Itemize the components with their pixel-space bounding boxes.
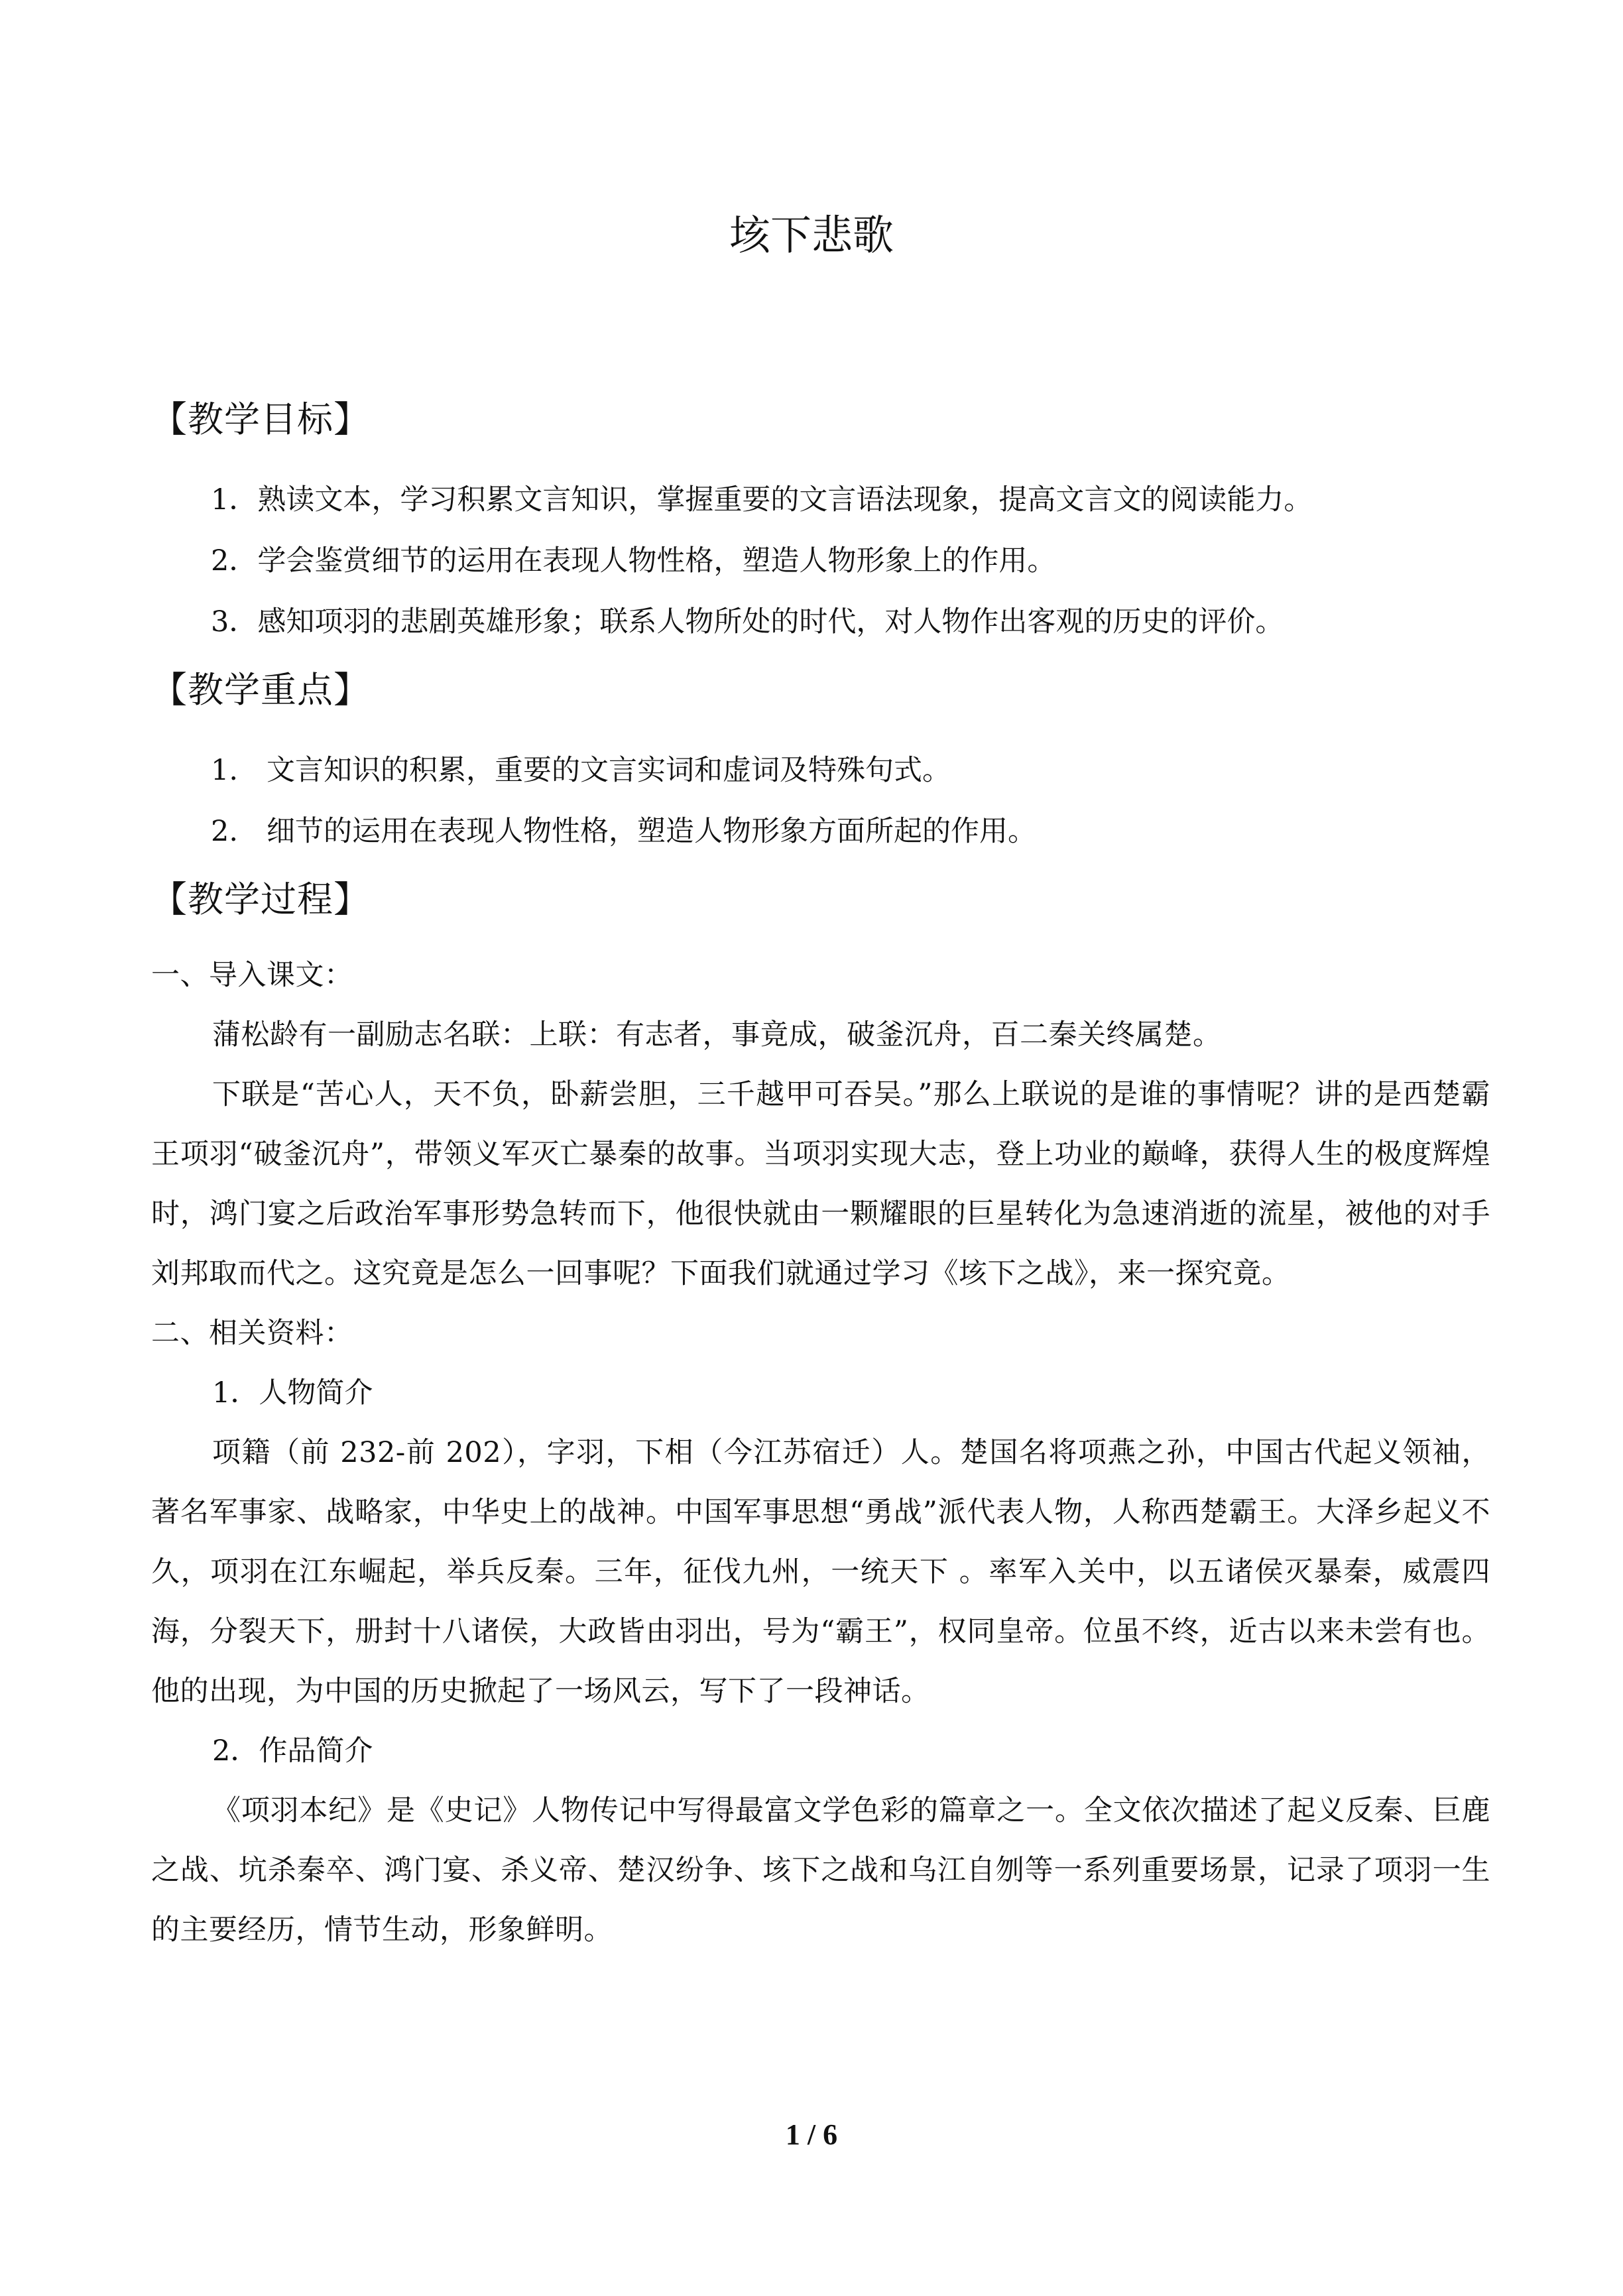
- list-item: 2．学会鉴赏细节的运用在表现人物性格，塑造人物形象上的作用。: [211, 544, 1056, 577]
- list-item: 2. 细节的运用在表现人物性格，塑造人物形象方面所起的作用。: [211, 815, 1037, 848]
- document-title: 垓下悲歌: [729, 211, 894, 259]
- list-item: 1．熟读文本，学习积累文言知识，掌握重要的文言语法现象，提高文言文的阅读能力。: [211, 483, 1313, 516]
- intro-heading: 一、导入课文：: [151, 959, 353, 992]
- section-heading-key-points: 【教学重点】: [151, 669, 370, 711]
- intro-paragraph-2: 下联是“苦心人，天不负，卧薪尝胆，三千越甲可吞吴。”那么上联说的是谁的事情呢？讲的是西楚霸王项羽“破釜沉舟”，带领义军灭亡暴秦的故事。当项羽实现大志，登上功业的巅峰，获得人生的极度辉煌时，鸿门宴之后政治军事形势急转而下，他很快就由一颗耀眼的巨星转化为急速消逝的流星，被他的对手刘邦取而代之。这究竟是怎么一回事呢？下面我们就通过学习《垓下之战》，来一探究竟。: [151, 1078, 1490, 1290]
- section-heading-goals: 【教学目标】: [151, 398, 370, 440]
- document-body: [151, 390, 1490, 1960]
- work-heading: 2．作品简介: [212, 1734, 373, 1768]
- list-item: 3．感知项羽的悲剧英雄形象；联系人物所处的时代，对人物作出客观的历史的评价。: [211, 605, 1284, 638]
- list-item: 1. 文言知识的积累，重要的文言实词和虚词及特殊句式。: [211, 754, 951, 787]
- intro-paragraph-1: 蒲松龄有一副励志名联：上联：有志者，事竟成，破釜沉舟，百二秦关终属楚。: [212, 1018, 1222, 1052]
- person-paragraph: 项籍（前 232-前 202），字羽，下相（今江苏宿迁）人。楚国名将项燕之孙，中国古代起义领袖，著名军事家、战略家，中华史上的战神。中国军事思想“勇战”派代表人物，人称西楚霸王。大泽乡起义不久，项羽在江东崛起，举兵反秦。三年，征伐九州，一统天下 。率军入关中，以五诸侯灭暴秦，威震四海，分裂天下，册封十八诸侯，大政皆由羽出，号为“霸王”，权同皇帝。位虽不终，近古以来未尝有也。他的出现，为中国的历史掀起了一场风云，写下了一段神话。: [151, 1436, 1490, 1708]
- section-heading-process: 【教学过程】: [151, 878, 370, 920]
- person-heading: 1．人物简介: [212, 1376, 373, 1410]
- work-paragraph: 《项羽本纪》是《史记》人物传记中写得最富文学色彩的篇章之一。全文依次描述了起义反秦、巨鹿之战、坑杀秦卒、鸿门宴、杀义帝、楚汉纷争、垓下之战和乌江自刎等一系列重要场景，记录了项羽一生的主要经历，情节生动，形象鲜明。: [151, 1794, 1490, 1947]
- page-indicator: 1 / 6: [785, 2118, 838, 2151]
- goals-list: [151, 469, 1490, 652]
- key-points-list: [151, 740, 1490, 862]
- materials-heading: 二、相关资料：: [151, 1317, 353, 1350]
